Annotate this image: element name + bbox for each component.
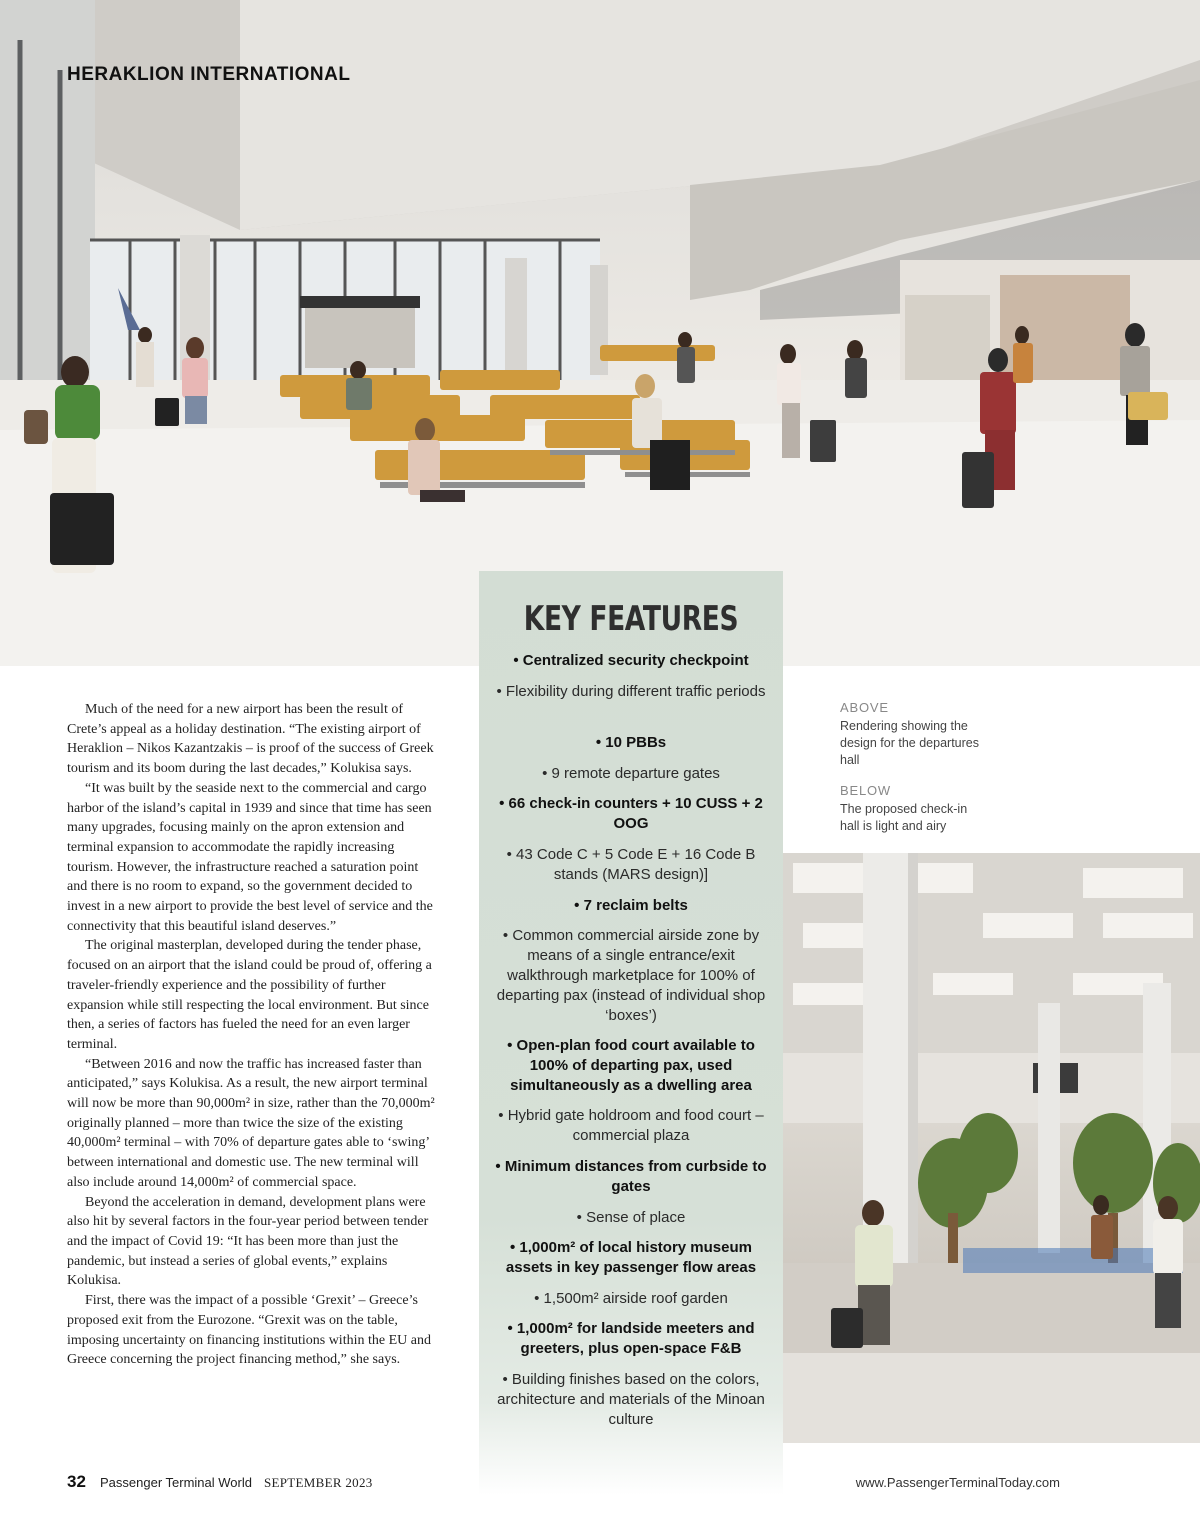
feature-item: • 1,000m² of local history museum assets in key passenger flow areas	[505, 1239, 757, 1276]
page-footer	[0, 1472, 1200, 1494]
caption-above-text: Rendering showing the design for the departures hall	[840, 719, 979, 767]
feature-item: • Centralized security checkpoint	[513, 652, 749, 669]
feature-item: • 7 reclaim belts	[574, 897, 688, 914]
feature-item: • 1,000m² for landside meeters and greeters, plus open-space F&B	[507, 1320, 755, 1357]
feature-item: • Hybrid gate holdroom and food court – commercial plaza	[498, 1107, 764, 1144]
feature-item: • Building finishes based on the colors, architecture and materials of the Minoan culture	[497, 1371, 765, 1428]
article-paragraph: “It was built by the seaside next to the commercial and cargo harbor of the island’s capital in 1939 and since that time has seen many upgrades, focusing mainly on the apron extension and terminal expansion to accommodate the rapidly increasing tourism. However, the infrastructure reached a saturation point and there is no room to expand, so the government decided to invest in a new airport to provide the best level of service and the connectivity that this beautiful island deserves.”	[67, 780, 433, 934]
issue-date: SEPTEMBER 2023	[264, 1475, 373, 1490]
departures-hall-illustration	[0, 0, 1200, 666]
caption-below-label: BELOW	[840, 783, 891, 798]
key-features-title: KEY FEATURES	[523, 599, 739, 639]
feature-item: • 9 remote departure gates	[542, 765, 720, 782]
feature-item: • Common commercial airside zone by means of a single entrance/exit walkthrough marketplace for 100% of departing pax (instead of individual shop ‘boxes’)	[496, 927, 766, 1024]
feature-item: • 1,500m² airside roof garden	[534, 1290, 728, 1307]
feature-item: • Open-plan food court available to 100% of departing pax, used simultaneously as a dwelling area	[507, 1037, 755, 1094]
caption-above-label: ABOVE	[840, 700, 889, 715]
check-in-hall-illustration	[783, 853, 1200, 1443]
page-number: 32	[67, 1472, 86, 1491]
caption-below-text: The proposed check-in hall is light and airy	[840, 802, 968, 833]
feature-item: • Sense of place	[576, 1209, 686, 1226]
article-paragraph: First, there was the impact of a possible ‘Grexit’ – Greece’s proposed exit from the Eurozone. “Grexit was on the table, imposing uncertainty on financing institutions within the EU and Greece concerning the project financing method,” she says.	[67, 1293, 431, 1368]
key-features-box	[479, 571, 783, 1495]
article-body	[67, 700, 437, 1370]
website-url[interactable]: www.PassengerTerminalToday.com	[855, 1475, 1060, 1490]
feature-item: • 66 check-in counters + 10 CUSS + 2 OOG	[499, 795, 763, 832]
departures-hall-rendering	[0, 0, 1200, 666]
feature-item: • 10 PBBs	[595, 734, 667, 751]
article-paragraph: The original masterplan, developed during the tender phase, focused on an airport that the island could be proud of, offering a traveler-friendly experience and the possibility of further expansion while still respecting the local environment. But since then, a series of factors has fueled the need for an even larger terminal.	[67, 938, 432, 1052]
feature-item: • Minimum distances from curbside to gates	[495, 1158, 767, 1195]
check-in-hall-rendering	[783, 853, 1200, 1443]
feature-item: • 43 Code C + 5 Code E + 16 Code B stands (MARS design)]	[506, 846, 756, 883]
magazine-name: Passenger Terminal World	[100, 1475, 252, 1490]
section-tag: HERAKLION INTERNATIONAL	[67, 64, 351, 85]
article-paragraph: “Between 2016 and now the traffic has increased faster than anticipated,” says Kolukisa. As a result, the new airport terminal will now be more than 90,000m² in size, rather than the 70,000m² originally planned – more than twice the size of the existing 40,000m² terminal – with 70% of departure gates able to ‘swing’ between international and domestic use. The new terminal will also include around 14,000m² of commercial space.	[67, 1056, 435, 1190]
article-paragraph: Much of the need for a new airport has been the result of Crete’s appeal as a holiday destination. “The existing airport of Heraklion – Nikos Kazantzakis – is proof of the success of Greek tourism and its boom during the last decades,” Kolukisa says.	[67, 702, 434, 777]
article-paragraph: Beyond the acceleration in demand, development plans were also hit by several factors in the four-year period between tender and the impact of Covid 19: “It has been more than just the pandemic, but instead a series of global events,” explains Kolukisa.	[67, 1194, 429, 1289]
feature-item: • Flexibility during different traffic periods	[496, 683, 766, 700]
